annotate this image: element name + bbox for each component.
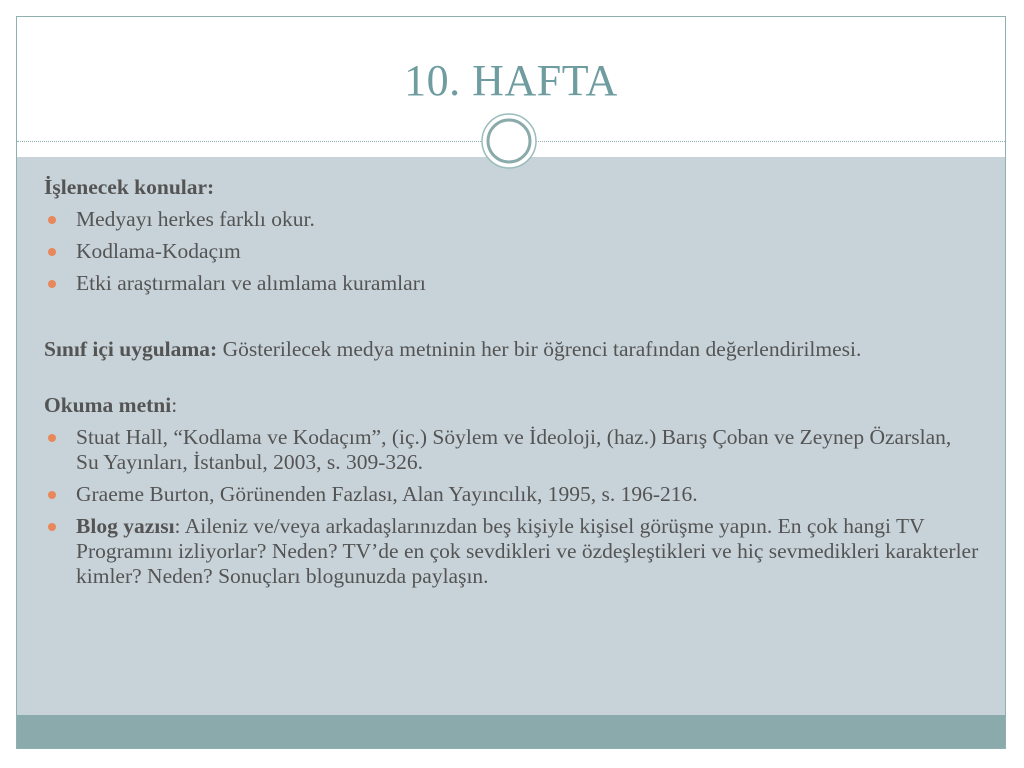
body-text xyxy=(44,175,979,596)
bullet-icon xyxy=(48,216,56,224)
blog-label: Blog yazısı xyxy=(76,514,175,538)
reading-text: Stuat Hall, “Kodlama ve Kodaçım”, (iç.) Söylem ve İdeoloji, (haz.) Barış Çoban ve Zeynep Özarslan, Su Yayınları, İstanbul, 2003, s. 309-326. xyxy=(76,425,952,474)
reading-label: Okuma metni xyxy=(44,393,172,417)
bullet-icon xyxy=(48,280,56,288)
class-practice-text: Gösterilecek medya metninin her bir öğrenci tarafından değerlendirilmesi. xyxy=(217,337,862,361)
bullet-icon xyxy=(48,248,56,256)
bullet-icon xyxy=(48,523,56,531)
topic-text: Kodlama-Kodaçım xyxy=(76,239,241,263)
footer-band xyxy=(17,715,1005,749)
reading-text: Graeme Burton, Görünenden Fazlası, Alan Yayıncılık, 1995, s. 196-216. xyxy=(76,482,698,506)
topics-list xyxy=(44,207,979,296)
bullet-icon xyxy=(48,491,56,499)
list-item xyxy=(44,482,979,507)
reading-colon: : xyxy=(171,393,178,417)
bullet-icon xyxy=(48,434,56,442)
topic-text: Etki araştırmaları ve alımlama kuramları xyxy=(76,271,426,295)
reading-heading xyxy=(44,393,979,418)
slide-title: 10. HAFTA xyxy=(404,56,618,105)
topic-text: Medyayı herkes farklı okur. xyxy=(76,207,315,231)
list-item xyxy=(44,239,979,264)
list-item xyxy=(44,425,979,475)
blog-text: : Aileniz ve/veya arkadaşlarınızdan beş kişiyle kişisel görüşme yapın. En çok hangi TV Programını izliyorlar? Neden? TV’de en çok sevdikleri ve özdeşleştikleri ve hiç sevmedikleri karakterler kimler? Neden? Sonuçları blogunuzda paylaşın. xyxy=(76,514,979,588)
circle-ornament-icon xyxy=(481,113,537,169)
topics-heading: İşlenecek konular: xyxy=(44,175,215,199)
reading-list xyxy=(44,425,979,589)
class-practice-label: Sınıf içi uygulama: xyxy=(44,337,218,361)
list-item xyxy=(44,271,979,296)
list-item xyxy=(44,514,979,589)
class-practice xyxy=(44,337,979,362)
content-area xyxy=(17,157,1005,715)
list-item xyxy=(44,207,979,232)
slide xyxy=(16,16,1006,749)
